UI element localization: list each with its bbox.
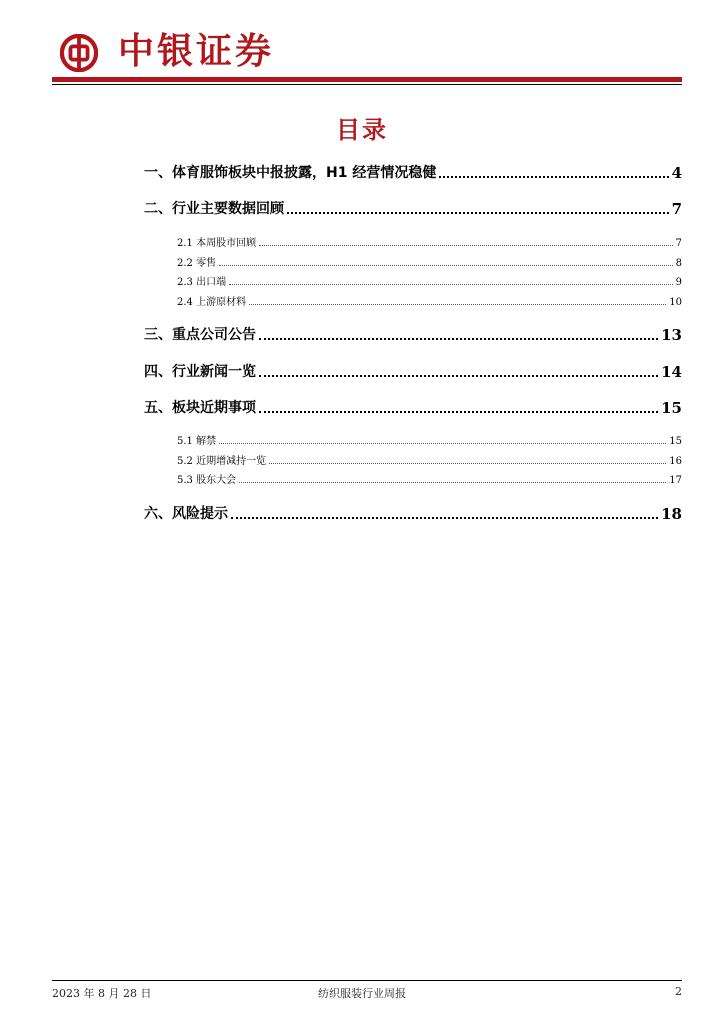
toc-leader-dots [259, 244, 673, 246]
toc-leader-dots [229, 283, 673, 285]
report-date: 2023 年 8 月 28 日 [52, 987, 152, 1000]
toc-subentry[interactable] [177, 254, 682, 269]
toc-entry-text: 三、重点公司公告 [144, 327, 256, 343]
header-red-rule [52, 77, 682, 82]
footer-rule [52, 980, 682, 981]
toc-subentry[interactable] [177, 452, 682, 467]
toc-leader-dots [259, 410, 658, 413]
toc-entry-page: 15 [669, 436, 682, 447]
toc-leader-dots [239, 481, 666, 483]
toc-entry-text: 5.3 股东大会 [177, 475, 237, 486]
toc-subentry[interactable] [177, 293, 682, 308]
toc-leader-dots [249, 303, 666, 305]
toc-entry-text: 2.1 本周股市回顾 [177, 238, 257, 249]
toc-entry-text: 一、体育服饰板块中报披露，H1 经营情况稳健 [144, 165, 437, 181]
toc-entry-text: 2.3 出口端 [177, 277, 227, 288]
toc-entry[interactable] [144, 397, 682, 417]
toc-entry[interactable] [144, 324, 682, 344]
toc-subentry[interactable] [177, 471, 682, 486]
toc-leader-dots [287, 211, 669, 214]
toc-entry[interactable] [144, 503, 682, 523]
toc-entry-page: 4 [671, 164, 682, 182]
toc-entry-page: 13 [661, 326, 682, 344]
toc-leader-dots [231, 516, 658, 519]
toc-subentry[interactable] [177, 432, 682, 447]
header-black-rule [52, 84, 682, 85]
toc-entry-page: 18 [661, 505, 682, 523]
page-header [52, 20, 682, 84]
toc-entry-page: 8 [675, 258, 682, 269]
toc-entry[interactable] [144, 162, 682, 182]
toc-entry-page: 14 [661, 363, 682, 381]
toc-entry[interactable] [144, 198, 682, 218]
toc-entry-text: 2.2 零售 [177, 258, 217, 269]
toc-entry-page: 17 [669, 475, 682, 486]
toc-entry-text: 四、行业新闻一览 [144, 364, 256, 380]
toc-entry-text: 二、行业主要数据回顾 [144, 201, 284, 217]
toc-subentry[interactable] [177, 234, 682, 249]
toc-leader-dots [259, 374, 658, 377]
toc-leader-dots [269, 462, 666, 464]
toc-entry-text: 六、风险提示 [144, 506, 228, 522]
toc-entry-page: 7 [671, 200, 682, 218]
toc-entry-text: 2.4 上游原材料 [177, 297, 247, 308]
bank-of-china-logo-icon [60, 34, 98, 72]
toc-entry[interactable] [144, 361, 682, 381]
toc-entry-text: 5.2 近期增减持一览 [177, 456, 267, 467]
toc-entry-page: 7 [675, 238, 682, 249]
page-number: 2 [675, 985, 682, 998]
toc-subentry[interactable] [177, 273, 682, 288]
toc-entry-page: 16 [669, 456, 682, 467]
toc-entry-page: 9 [675, 277, 682, 288]
toc-leader-dots [219, 442, 666, 444]
toc-entry-text: 5.1 解禁 [177, 436, 217, 447]
report-type: 纺织服装行业周报 [318, 987, 406, 1000]
toc-entry-page: 10 [669, 297, 682, 308]
toc-leader-dots [439, 175, 668, 178]
toc-entry-page: 15 [661, 399, 682, 417]
toc-leader-dots [259, 337, 658, 340]
toc-entry-text: 五、板块近期事项 [144, 400, 256, 416]
toc-leader-dots [219, 264, 673, 266]
toc-title: 目录 [336, 116, 388, 144]
brand-name: 中银证券 [118, 31, 275, 72]
